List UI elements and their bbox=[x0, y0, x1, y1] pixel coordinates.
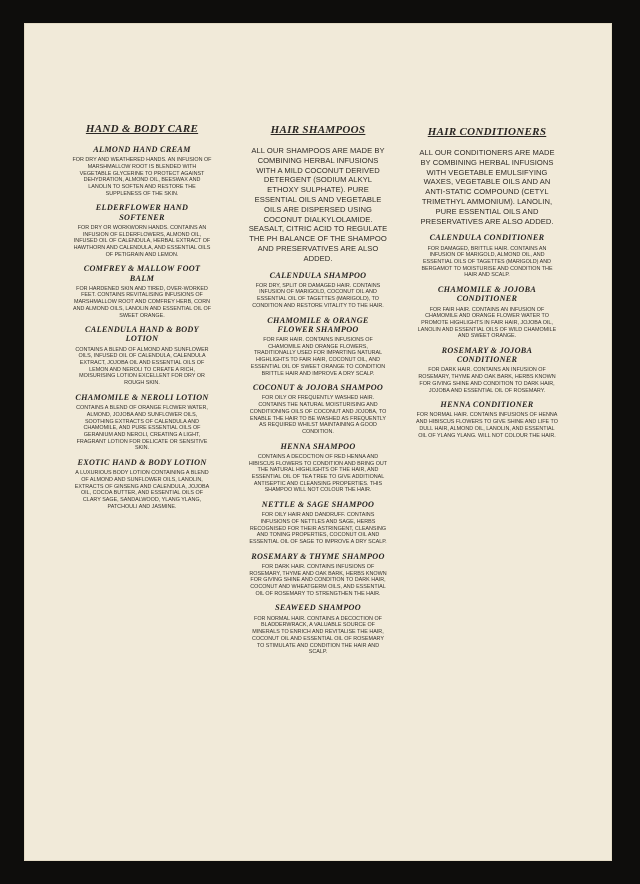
product-description: FOR HARDENED SKIN AND TIRED, OVER-WORKED FEET. CONTAINS REVITALISING INFUSIONS OF MARSHMALLOW ROOT AND COMFREY HERB, CORN AND ALMOND OILS, LANOLIN AND ESSENTIAL OIL OF SWEET ORANGE. bbox=[73, 285, 211, 319]
product-item bbox=[72, 145, 212, 197]
product-item bbox=[248, 316, 388, 378]
product-item bbox=[415, 233, 559, 279]
section-title: HAND & BODY CARE bbox=[85, 123, 199, 135]
product-item bbox=[72, 393, 212, 452]
product-name: CHAMOMILE & JOJOBA CONDITIONER bbox=[437, 285, 537, 304]
product-description: FOR NORMAL HAIR. CONTAINS A DECOCTION OF BLADDERWRACK, A VALUABLE SOURCE OF MINERALS TO ENRICH AND REVITALISE THE HAIR, COCONUT OIL AND ESSENTIAL OIL OF ROSEMARY TO STIMULATE AND CONDITION THE HAIR AND SCALP. bbox=[252, 615, 384, 656]
product-name: CHAMOMILE & ORANGE FLOWER SHAMPOO bbox=[267, 315, 369, 334]
product-description: FOR OILY HAIR AND DANDRUFF. CONTAINS INFUSIONS OF NETTLES AND SAGE, HERBS RECOGNISED FOR THEIR ASTRINGENT, CLEANSING AND TONING PROPERTIES, COCONUT OIL AND ESSENTIAL OIL OF SAGE TO IMPROVE A DRY SCALP. bbox=[249, 512, 387, 546]
product-description: FOR DRY OR WORKWORN HANDS. CONTAINS AN INFUSION OF ELDERFLOWERS, ALMOND OIL, INFUSED OIL OF CALENDULA, HERBAL EXTRACT OF HAWTHORN AND CALENDULA, AND ESSENTIAL OILS OF PETIGRAIN AND LEMON. bbox=[73, 224, 211, 258]
product-item bbox=[248, 603, 388, 655]
product-item bbox=[248, 271, 388, 310]
product-name: SEAWEED SHAMPOO bbox=[275, 603, 361, 613]
product-name: CALENDULA HAND & BODY LOTION bbox=[85, 325, 199, 344]
price-list-page bbox=[24, 23, 612, 861]
product-name: EXOTIC HAND & BODY LOTION bbox=[77, 458, 207, 468]
product-item bbox=[72, 203, 212, 258]
product-description: FOR DARK HAIR. CONTAINS INFUSIONS OF ROSEMARY, THYME AND OAK BARK, HERBS KNOWN FOR GIVING SHINE AND CONDITION TO DARK HAIR, COCONUT AND WHEATGERM OILS, AND ESSENTIAL OIL OF ROSEMARY TO STRENGTHEN THE HAIR. bbox=[249, 563, 387, 597]
product-name: ELDERFLOWER HAND SOFTENER bbox=[95, 203, 189, 222]
product-description: A LUXURIOUS BODY LOTION CONTAINING A BLEND OF ALMOND AND SUNFLOWER OILS, LANOLIN, EXTRACTS OF GINSENG AND CALENDULA, JOJOBA OIL, COCOA BUTTER, AND ESSENTIAL OILS OF CLARY SAGE, SANDALWOOD, YLANG YLANG, PATCHOULI AND JASMINE. bbox=[74, 470, 210, 510]
product-description: FOR DRY, SPLIT OR DAMAGED HAIR. CONTAINS INFUSION OF MARIGOLD, COCONUT OIL AND ESSENTIAL OIL OF TAGETTES (MARIGOLD), TO CONDITION AND RESTORE VITALITY TO THE HAIR. bbox=[252, 282, 384, 309]
product-item bbox=[72, 458, 212, 510]
product-name: ROSEMARY & JOJOBA CONDITIONER bbox=[441, 346, 533, 365]
product-description: FOR NORMAL HAIR. CONTAINS INFUSIONS OF HENNA AND HIBISCUS FLOWERS TO GIVE SHINE AND LIFE TO DULL HAIR, ALMOND OIL, LANOLIN, AND ESSENTIAL OIL OF YLANG YLANG. WILL NOT COLOUR THE HAIR. bbox=[416, 412, 558, 439]
product-item bbox=[72, 325, 212, 387]
product-description: CONTAINS A BLEND OF ORANGE FLOWER WATER, ALMOND, JOJOBA AND SUNFLOWER OILS, SOOTHING EXTRACTS OF CALENDULA AND CHAMOMILE, AND PURE ESSENTIAL OILS OF GERANIUM AND NEROLI, CREATING A LIGHT, FRAGRANT LOTION FOR DELICATE OR SENSITIVE SKIN. bbox=[76, 405, 208, 452]
product-name: HENNA CONDITIONER bbox=[440, 400, 534, 410]
product-name: CHAMOMILE & NEROLI LOTION bbox=[75, 392, 209, 402]
product-name: HENNA SHAMPOO bbox=[280, 441, 356, 451]
product-name: COMFREY & MALLOW FOOT BALM bbox=[83, 264, 201, 283]
product-description: FOR DAMAGED, BRITTLE HAIR. CONTAINS AN INFUSION OF MARIGOLD, ALMOND OIL, AND ESSENTIAL OILS OF TAGETTES (MARIGOLD) AND BERGAMOT TO MOISTURISE AND CONDITION THE HAIR AND SCALP. bbox=[421, 245, 553, 279]
column-hair-conditioners bbox=[415, 126, 559, 445]
product-name: ROSEMARY & THYME SHAMPOO bbox=[251, 551, 385, 561]
product-name: COCONUT & JOJOBA SHAMPOO bbox=[252, 383, 384, 393]
section-title: HAIR SHAMPOOS bbox=[270, 124, 366, 136]
product-item bbox=[72, 264, 212, 319]
product-description: FOR DRY AND WEATHERED HANDS. AN INFUSION OF MARSHMALLOW ROOT IS BLENDED WITH VEGETABLE GLYCERINE TO PROTECT AGAINST DEHYDRATION, ALMOND OIL, BEESWAX AND LANOLIN TO SOFTEN AND RESTORE THE SUPPLENESS OF THE SKIN. bbox=[72, 157, 212, 197]
product-description: CONTAINS A BLEND OF ALMOND AND SUNFLOWER OILS, INFUSED OIL OF CALENDULA, CALENDULA EXTRACT, JOJOBA OIL AND ESSENTIAL OILS OF LEMON AND NEROLI TO CREATE A RICH, MOISURISING LOTION EXCELLENT FOR DRY OR ROUGH SKIN. bbox=[75, 346, 209, 387]
product-item bbox=[248, 500, 388, 546]
product-item bbox=[248, 552, 388, 598]
column-hair-shampoos bbox=[248, 124, 388, 662]
product-name: ALMOND HAND CREAM bbox=[93, 145, 191, 154]
section-title: HAIR CONDITIONERS bbox=[427, 126, 547, 138]
product-name: NETTLE & SAGE SHAMPOO bbox=[261, 500, 375, 510]
product-item bbox=[415, 346, 559, 394]
product-description: FOR FAIR HAIR. CONTAINS AN INFUSION OF CHAMOMILE AND ORANGE FLOWER WATER TO PROMOTE HIGHLIGHTS IN FAIR HAIR, JOJOBA OIL, LANOLIN AND ESSENTIAL OILS OF WILD CHAMOMILE AND SWEET ORANGE. bbox=[417, 306, 557, 340]
section-intro: ALL OUR SHAMPOOS ARE MADE BY COMBINING HERBAL INFUSIONS WITH A MILD COCONUT DERIVED DETERGENT (SODIUM ALKYL ETHOXY SULPHATE). PURE ESSENTIAL OILS AND VEGETABLE OILS ARE DISPERSED USING COCONUT DIALKYLOLAMIDE. SEASALT, CITRIC ACID TO REGULATE THE PH BALANCE OF THE SHAMPOO AND PRESERVATIVES ARE ALSO ADDED. bbox=[248, 146, 388, 263]
product-name: CALENDULA CONDITIONER bbox=[429, 233, 545, 243]
product-item bbox=[415, 285, 559, 340]
product-item bbox=[415, 400, 559, 439]
product-item bbox=[248, 442, 388, 494]
product-item bbox=[248, 383, 388, 435]
section-intro: ALL OUR CONDITIONERS ARE MADE BY COMBINING HERBAL INFUSIONS WITH VEGETABLE EMULSIFYING WAXES, VEGETABLE OILS AND AN ANTI-STATIC COMPOUND (CETYL TRIMETHYL AMMONIUM). LANOLIN, PURE ESSENTIAL OILS AND PRESERVATIVES ARE ALSO ADDED. bbox=[419, 148, 555, 226]
product-description: FOR OILY OR FREQUENTLY WASHED HAIR. CONTAINS THE NATURAL MOISTURISING AND CONDITIONING OILS OF COCONUT AND JOJOBA, TO ENABLE THE HAIR TO BE WASHED AS FREQUENTLY AS REQUIRED WHILST MAINTAINING A GOOD CONDITION. bbox=[249, 395, 387, 435]
product-name: CALENDULA SHAMPOO bbox=[269, 270, 367, 280]
product-description: FOR FAIR HAIR. CONTAINS INFUSIONS OF CHAMOMILE AND ORANGE FLOWERS, TRADITIONALLY USED FOR IMPARTING NATURAL HIGHLIGHTS TO FAIR HAIR, COCONUT OIL, AND ESSENTIAL OIL OF SWEET ORANGE TO CONDITION BRITTLE HAIR AND IMPROVE A DRY SCALP. bbox=[250, 336, 386, 377]
column-hand-body-care bbox=[72, 123, 212, 516]
product-description: CONTAINS A DECOCTION OF RED HENNA AND HIBISCUS FLOWERS TO CONDITION AND BRING OUT THE NATURAL HIGHLIGHTS OF THE HAIR, AND ESSENTIAL OIL OF TEA TREE TO GIVE ADDITIONAL ANTISEPTIC AND CLEANSING PROPERTIES. THIS SHAMPOO WILL NOT COLOUR THE HAIR. bbox=[248, 453, 388, 494]
product-description: FOR DARK HAIR. CONTAINS AN INFUSION OF ROSEMARY, THYME AND OAK BARK, HERBS KNOWN FOR GIVING SHINE AND CONDITION TO DARK HAIR, JOJOBA AND ESSENTIAL OIL OF ROSEMARY. bbox=[418, 367, 556, 394]
